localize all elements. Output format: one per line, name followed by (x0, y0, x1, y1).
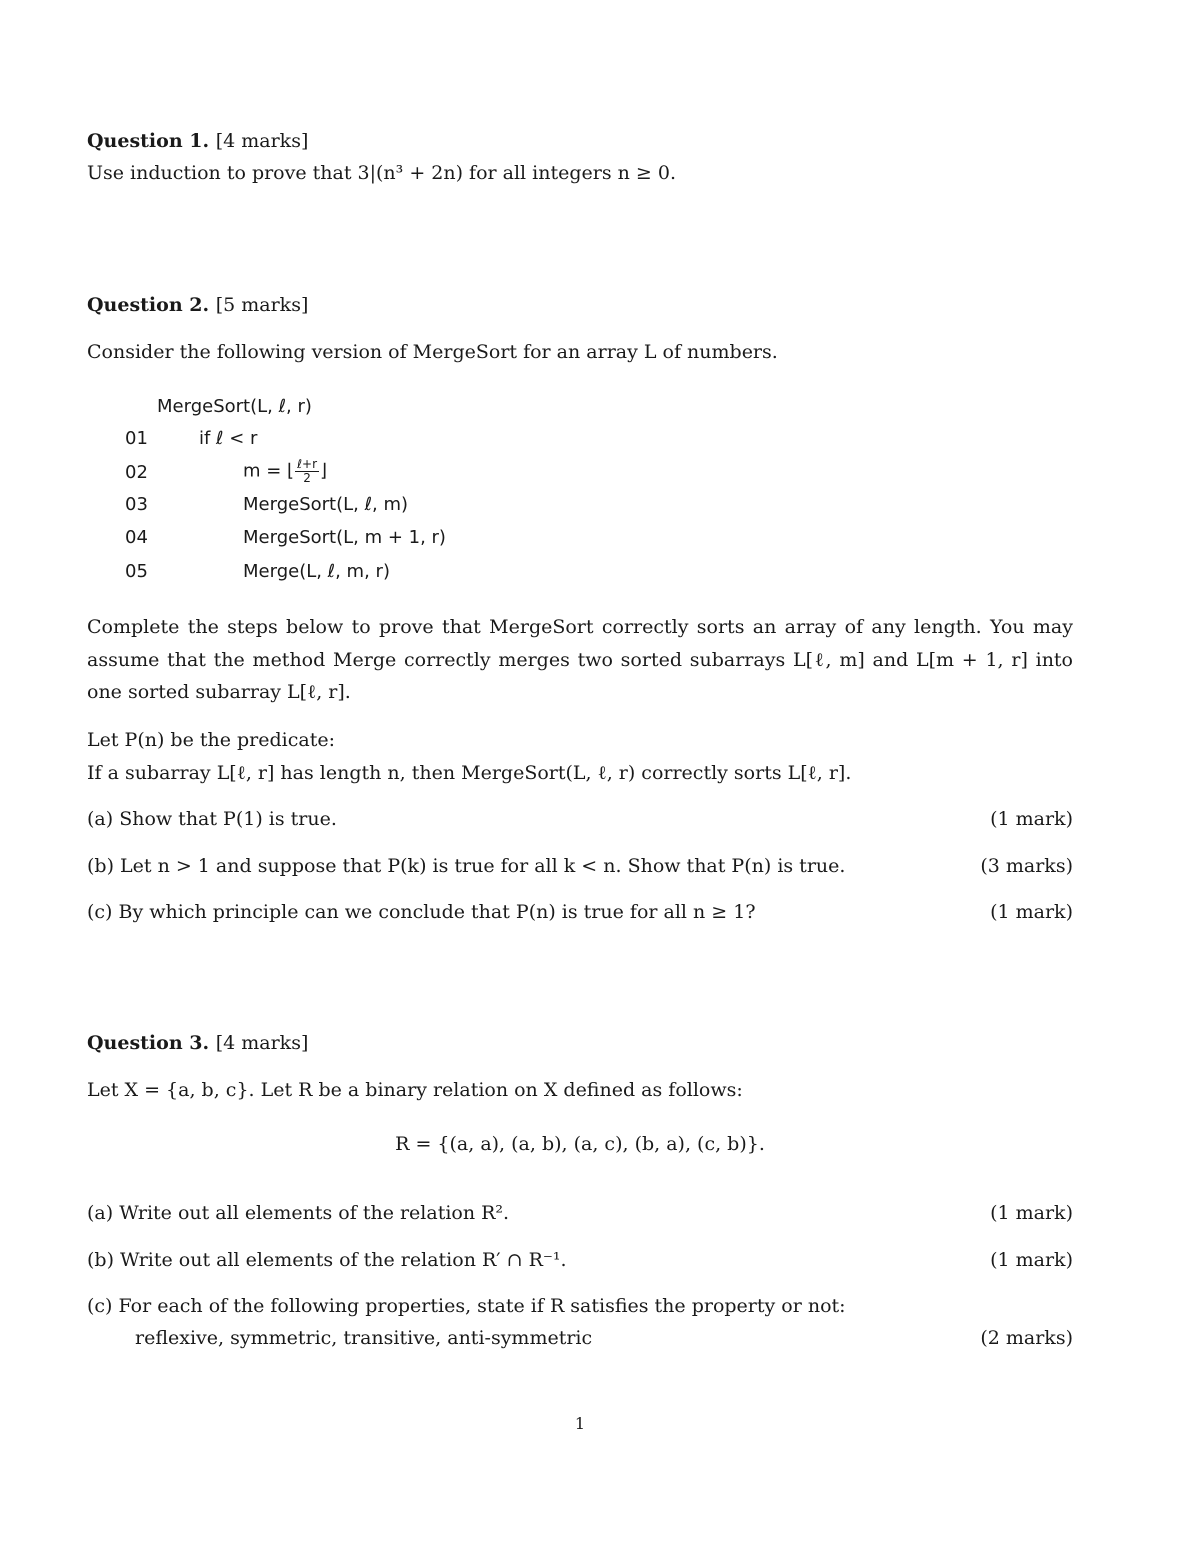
q3-title: Question 3. (87, 1032, 210, 1054)
floor-suffix: ⌋ (320, 460, 328, 482)
code-line-number: 05 (125, 561, 148, 582)
q2-intro: Consider the following version of MergeSort for an array L of numbers. (87, 341, 778, 363)
q2-part-a: (a) Show that P(1) is true. (87, 808, 337, 830)
q1-marks: [4 marks] (215, 130, 309, 152)
code-line-text: MergeSort(L, m + 1, r) (243, 527, 446, 548)
code-line-number: 01 (125, 428, 148, 449)
q1-title: Question 1. (87, 130, 210, 152)
q2-part-c-marks: (1 mark) (990, 901, 1073, 923)
q2-part-a-marks: (1 mark) (990, 808, 1073, 830)
q3-intro: Let X = {a, b, c}. Let R be a binary relation on X defined as follows: (87, 1079, 743, 1101)
page-number: 1 (574, 1414, 586, 1433)
code-line-text: if ℓ < r (199, 428, 258, 449)
floor-prefix: m = ⌊ (243, 460, 295, 482)
q2-part-b: (b) Let n > 1 and suppose that P(k) is true for all k < n. Show that P(n) is true. (87, 855, 846, 877)
predicate-statement: If a subarray L[ℓ, r] has length n, then MergeSort(L, ℓ, r) correctly sorts L[ℓ, r]. (87, 762, 852, 784)
q2-part-b-marks: (3 marks) (980, 855, 1073, 877)
q3-part-a: (a) Write out all elements of the relation R². (87, 1202, 510, 1224)
fraction-denominator: 2 (303, 471, 311, 486)
q3-part-c-marks: (2 marks) (980, 1327, 1073, 1349)
code-line-text: MergeSort(L, ℓ, m) (243, 494, 409, 515)
q1-text: Use induction to prove that 3|(n³ + 2n) for all integers n ≥ 0. (87, 162, 676, 184)
q3-part-c: (c) For each of the following properties, state if R satisfies the property or not: (87, 1295, 846, 1317)
q3-heading (87, 1034, 308, 1053)
predicate-intro: Let P(n) be the predicate: (87, 729, 336, 751)
code-line-number: 03 (125, 494, 148, 515)
fraction (295, 458, 319, 485)
q2-title: Question 2. (87, 294, 210, 316)
q2-part-c: (c) By which principle can we conclude that P(n) is true for all n ≥ 1? (87, 901, 756, 923)
q3-part-b-marks: (1 mark) (990, 1249, 1073, 1271)
q2-marks: [5 marks] (215, 294, 309, 316)
q3-properties-list: reflexive, symmetric, transitive, anti-symmetric (135, 1327, 593, 1349)
code-line-text: Merge(L, ℓ, m, r) (243, 561, 390, 582)
q1-heading (87, 132, 308, 151)
q2-paragraph: Complete the steps below to prove that MergeSort correctly sorts an array of any length. You may assume that the method Merge correctly merges two sorted subarrays L[ℓ, m] and L[m + 1, r] into one sorted subarray L[ℓ, r]. (87, 616, 1073, 703)
q2-heading (87, 296, 308, 315)
code-line-floor (243, 458, 327, 485)
relation-definition: R = {(a, a), (a, b), (a, c), (b, a), (c, b)}. (395, 1133, 765, 1155)
code-header: MergeSort(L, ℓ, r) (157, 396, 312, 417)
q3-marks: [4 marks] (215, 1032, 309, 1054)
code-line-number: 02 (125, 462, 148, 483)
code-line-number: 04 (125, 527, 148, 548)
q3-part-a-marks: (1 mark) (990, 1202, 1073, 1224)
fraction-numerator: ℓ+r (297, 457, 318, 471)
q3-part-b: (b) Write out all elements of the relation R′ ∩ R⁻¹. (87, 1249, 567, 1271)
